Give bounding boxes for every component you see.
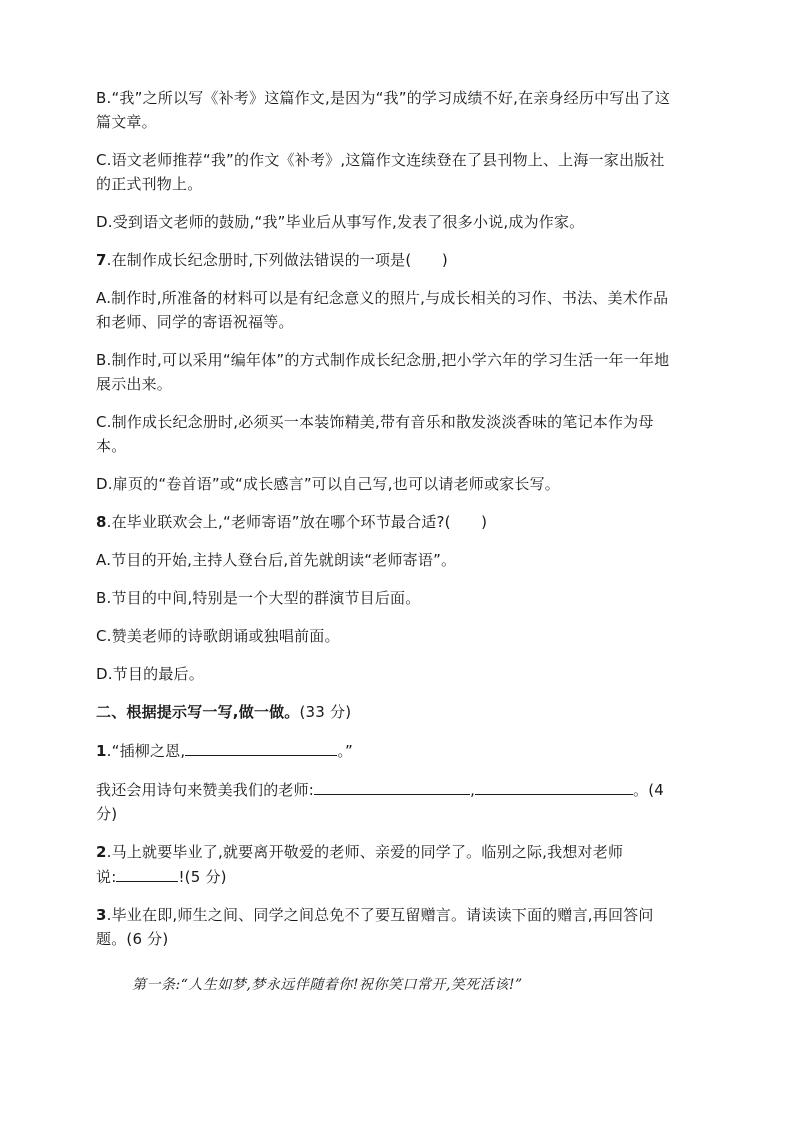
q6-option-b-line2: 篇文章。 [96,113,157,131]
farewell-quote-1: 第一条:“人生如梦,梦永远伴随着你!祝你笑口常开,笑死活该!” [132,977,523,993]
p1-answer-blank[interactable] [185,738,337,756]
q7-option-c-line1: C.制作成长纪念册时,必须买一本装饰精美,带有音乐和散发淡淡香味的笔记本作为母 [96,413,654,431]
p2-line1 [96,840,702,864]
q8-option-a: A.节目的开始,主持人登台后,首先就朗读“老师寄语”。 [96,551,457,569]
q6-option-c-line2: 的正式刊物上。 [96,175,203,193]
p1-line [96,738,702,763]
worksheet-page [96,86,702,1011]
q7-option-b-line1: B.制作时,可以采用“编年体”的方式制作成长纪念册,把小学六年的学习生活一年一年地 [96,351,670,369]
q7-stem [96,248,702,272]
q6-option-b-line1: B.“我”之所以写《补考》这篇作文,是因为“我”的学习成绩不好,在亲身经历中写出了这 [96,89,671,107]
q8-option-b: B.节目的中间,特别是一个大型的群演节目后面。 [96,589,421,607]
p3-line2: 题。(6 分) [96,930,169,948]
p2-prefix: 说: [96,868,117,886]
q8-stem [96,510,702,534]
q8-option-d: D.节目的最后。 [96,665,204,683]
p3-line1 [96,903,702,927]
p1-number: 1 [96,742,107,760]
q7-option-a-line2: 和老师、同学的寄语祝福等。 [96,313,294,331]
section-2-title: 二、根据提示写一写,做一做。 [96,703,300,721]
p1-suffix: 。” [337,742,354,760]
p2-line2 [96,864,702,889]
p2-number: 2 [96,843,107,861]
q7-option-d: D.扉页的“卷首语”或“成长感言”可以自己写,也可以请老师或家长写。 [96,475,560,493]
p1b-answer-blank-2[interactable] [475,777,633,795]
q8-option-c: C.赞美老师的诗歌朗诵或独唱前面。 [96,627,340,645]
q8-stem-text: .在毕业联欢会上,“老师寄语”放在哪个环节最合适?( ) [106,513,488,531]
q7-option-a-line1: A.制作时,所准备的材料可以是有纪念意义的照片,与成长相关的习作、书法、美术作品 [96,289,669,307]
p1b-prefix: 我还会用诗句来赞美我们的老师: [96,781,315,799]
p1b-line2: 分) [96,805,118,823]
p1b-suffix: 。(4 [633,781,665,799]
section-2-heading [96,700,702,724]
q7-number: 7 [96,251,107,269]
p1b-answer-blank-1[interactable] [314,777,470,795]
p3-number: 3 [96,906,107,924]
p3-text: .毕业在即,师生之间、同学之间总免不了要互留赠言。请读读下面的赠言,再回答问 [106,906,654,924]
p1b-comma: , [470,781,476,799]
p1b-line1 [96,777,702,802]
q7-stem-text: .在制作成长纪念册时,下列做法错误的一项是( ) [106,251,448,269]
section-2-score: (33 分) [299,703,352,721]
p1-prefix: .“插柳之恩, [106,742,186,760]
q6-option-c-line1: C.语文老师推荐“我”的作文《补考》,这篇作文连续登在了县刊物上、上海一家出版社 [96,151,665,169]
q8-number: 8 [96,513,107,531]
p2-text: .马上就要毕业了,就要离开敬爱的老师、亲爱的同学了。临别之际,我想对老师 [106,843,624,861]
q7-option-b-line2: 展示出来。 [96,375,173,393]
q7-option-c-line2: 本。 [96,437,127,455]
p2-answer-blank[interactable] [116,864,178,882]
p2-suffix: !(5 分) [178,868,227,886]
q6-option-d: D.受到语文老师的鼓励,“我”毕业后从事写作,发表了很多小说,成为作家。 [96,213,585,231]
